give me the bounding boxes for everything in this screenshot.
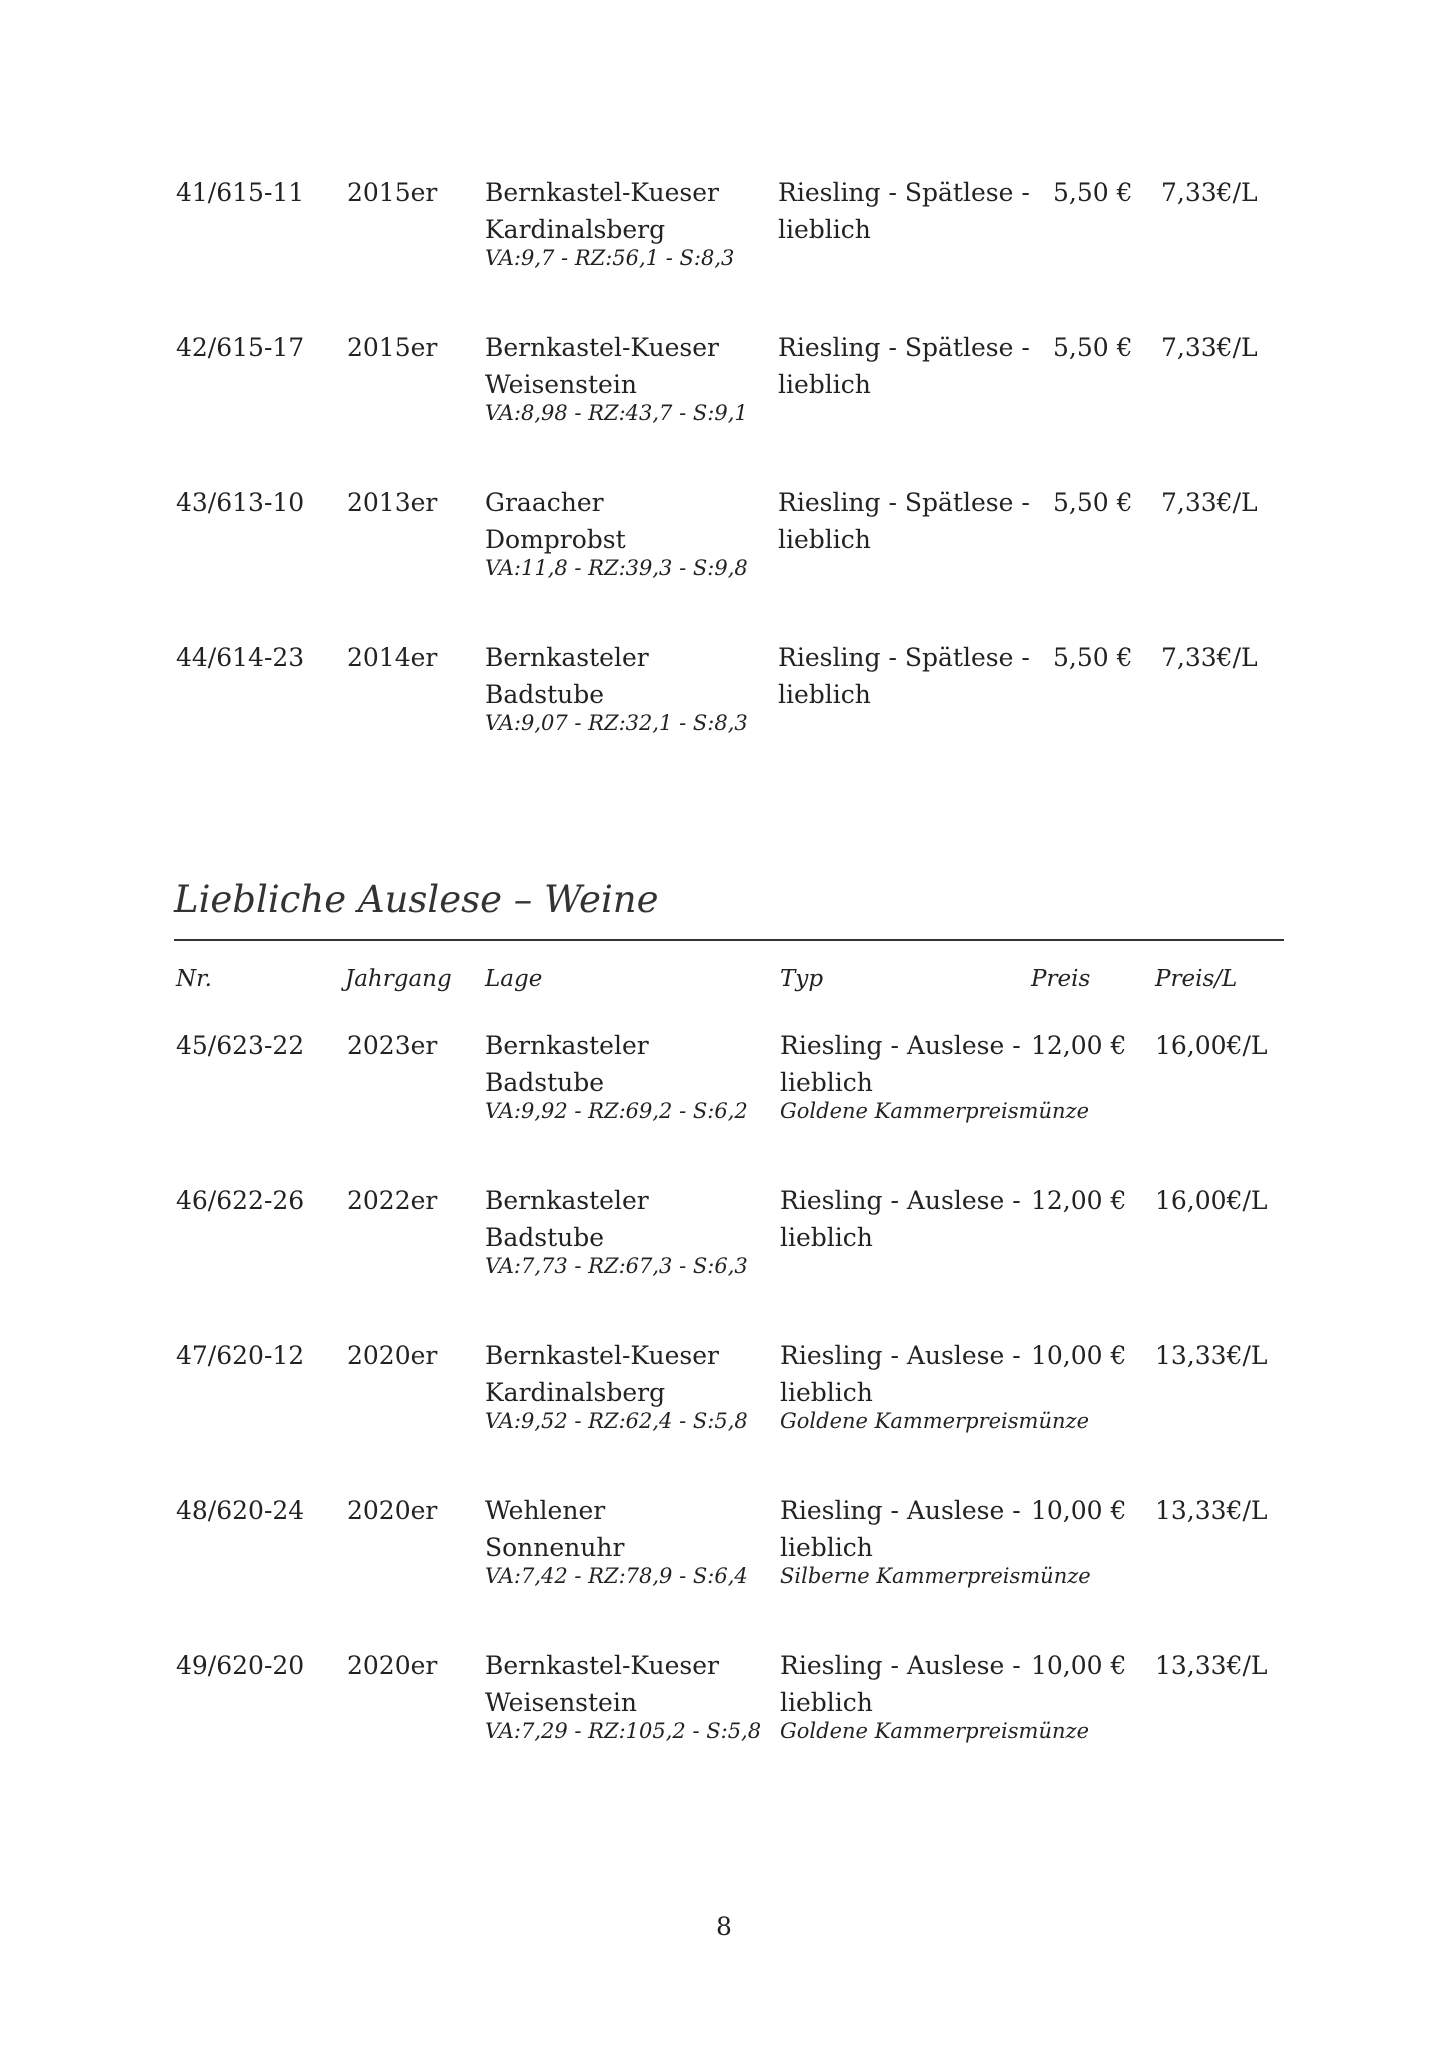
page-number: 8 bbox=[716, 1912, 732, 1941]
vintage: 2015er bbox=[347, 178, 438, 207]
table-row bbox=[0, 484, 1448, 644]
wine-number: 46/622-26 bbox=[176, 1186, 305, 1215]
wine-type: Riesling - Spätlese - lieblich bbox=[778, 643, 1030, 709]
wine-type: Riesling - Spätlese - lieblich bbox=[778, 178, 1030, 244]
column-header-typ: Typ bbox=[780, 966, 824, 992]
vintage: 2020er bbox=[347, 1496, 438, 1525]
price-per-liter: 13,33€/L bbox=[1155, 1651, 1268, 1680]
price-per-liter: 13,33€/L bbox=[1155, 1496, 1268, 1525]
vineyard: Bernkastel-Kueser Weisenstein bbox=[485, 1651, 719, 1717]
analysis-values: VA:8,98 - RZ:43,7 - S:9,1 bbox=[485, 401, 748, 425]
table-row bbox=[0, 1492, 1448, 1652]
price: 5,50 € bbox=[1053, 333, 1133, 362]
vineyard: Graacher Domprobst bbox=[485, 488, 626, 554]
price: 10,00 € bbox=[1031, 1496, 1127, 1525]
vineyard: Bernkastel-Kueser Kardinalsberg bbox=[485, 1341, 719, 1407]
analysis-values: VA:9,07 - RZ:32,1 - S:8,3 bbox=[485, 711, 748, 735]
vintage: 2013er bbox=[347, 488, 438, 517]
price: 10,00 € bbox=[1031, 1341, 1127, 1370]
price-per-liter: 7,33€/L bbox=[1161, 488, 1258, 517]
award: Goldene Kammerpreismünze bbox=[780, 1099, 1089, 1123]
table-row bbox=[0, 174, 1448, 334]
analysis-values: VA:7,29 - RZ:105,2 - S:5,8 bbox=[485, 1719, 762, 1743]
wine-number: 48/620-24 bbox=[176, 1496, 305, 1525]
wine-number: 44/614-23 bbox=[176, 643, 305, 672]
price: 12,00 € bbox=[1031, 1031, 1127, 1060]
vintage: 2022er bbox=[347, 1186, 438, 1215]
vintage: 2015er bbox=[347, 333, 438, 362]
table-row bbox=[0, 1337, 1448, 1497]
wine-type: Riesling - Auslese - lieblich bbox=[780, 1341, 1021, 1407]
price-per-liter: 16,00€/L bbox=[1155, 1031, 1268, 1060]
column-header-nr: Nr. bbox=[176, 966, 212, 992]
vintage: 2020er bbox=[347, 1651, 438, 1680]
vineyard: Bernkasteler Badstube bbox=[485, 1031, 649, 1097]
vintage: 2023er bbox=[347, 1031, 438, 1060]
price-per-liter: 13,33€/L bbox=[1155, 1341, 1268, 1370]
price: 5,50 € bbox=[1053, 178, 1133, 207]
analysis-values: VA:7,42 - RZ:78,9 - S:6,4 bbox=[485, 1564, 748, 1588]
column-header-preis: Preis bbox=[1031, 966, 1091, 992]
vineyard: Wehlener Sonnenuhr bbox=[485, 1496, 625, 1562]
wine-number: 42/615-17 bbox=[176, 333, 305, 362]
price: 12,00 € bbox=[1031, 1186, 1127, 1215]
vintage: 2020er bbox=[347, 1341, 438, 1370]
price: 5,50 € bbox=[1053, 643, 1133, 672]
wine-type: Riesling - Auslese - lieblich bbox=[780, 1651, 1021, 1717]
price-per-liter: 7,33€/L bbox=[1161, 643, 1258, 672]
wine-number: 45/623-22 bbox=[176, 1031, 305, 1060]
wine-type: Riesling - Auslese - lieblich bbox=[780, 1031, 1021, 1097]
table-row bbox=[0, 1182, 1448, 1342]
analysis-values: VA:9,92 - RZ:69,2 - S:6,2 bbox=[485, 1099, 748, 1123]
wine-number: 49/620-20 bbox=[176, 1651, 305, 1680]
analysis-values: VA:7,73 - RZ:67,3 - S:6,3 bbox=[485, 1254, 748, 1278]
wine-type: Riesling - Spätlese - lieblich bbox=[778, 488, 1030, 554]
analysis-values: VA:9,7 - RZ:56,1 - S:8,3 bbox=[485, 246, 735, 270]
table-row bbox=[0, 329, 1448, 489]
table-row bbox=[0, 639, 1448, 799]
award: Goldene Kammerpreismünze bbox=[780, 1409, 1089, 1433]
analysis-values: VA:9,52 - RZ:62,4 - S:5,8 bbox=[485, 1409, 748, 1433]
column-header-jahrgang: Jahrgang bbox=[345, 966, 452, 992]
award: Goldene Kammerpreismünze bbox=[780, 1719, 1089, 1743]
vintage: 2014er bbox=[347, 643, 438, 672]
price-per-liter: 7,33€/L bbox=[1161, 333, 1258, 362]
column-header-preis-l: Preis/L bbox=[1155, 966, 1238, 992]
vineyard: Bernkasteler Badstube bbox=[485, 1186, 649, 1252]
price-per-liter: 16,00€/L bbox=[1155, 1186, 1268, 1215]
section-divider bbox=[174, 939, 1284, 941]
wine-type: Riesling - Auslese - lieblich bbox=[780, 1186, 1021, 1252]
price-per-liter: 7,33€/L bbox=[1161, 178, 1258, 207]
analysis-values: VA:11,8 - RZ:39,3 - S:9,8 bbox=[485, 556, 748, 580]
table-row bbox=[0, 1027, 1448, 1187]
wine-number: 47/620-12 bbox=[176, 1341, 305, 1370]
column-header-lage: Lage bbox=[485, 966, 543, 992]
table-row bbox=[0, 1647, 1448, 1807]
price: 10,00 € bbox=[1031, 1651, 1127, 1680]
vineyard: Bernkastel-Kueser Weisenstein bbox=[485, 333, 719, 399]
wine-type: Riesling - Spätlese - lieblich bbox=[778, 333, 1030, 399]
wine-number: 41/615-11 bbox=[176, 178, 305, 207]
wine-number: 43/613-10 bbox=[176, 488, 305, 517]
price: 5,50 € bbox=[1053, 488, 1133, 517]
vineyard: Bernkasteler Badstube bbox=[485, 643, 649, 709]
vineyard: Bernkastel-Kueser Kardinalsberg bbox=[485, 178, 719, 244]
section-title: Liebliche Auslese – Weine bbox=[174, 878, 659, 921]
award: Silberne Kammerpreismünze bbox=[780, 1564, 1091, 1588]
wine-type: Riesling - Auslese - lieblich bbox=[780, 1496, 1021, 1562]
